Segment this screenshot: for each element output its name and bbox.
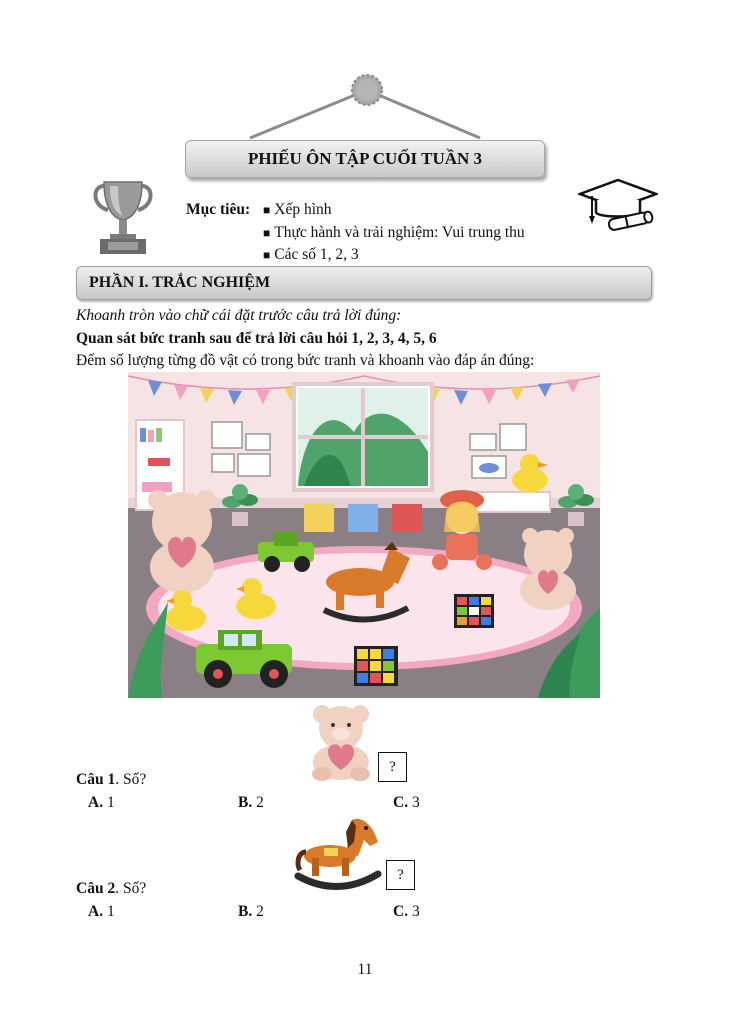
option-letter: B. (238, 903, 253, 920)
option-letter: A. (88, 794, 104, 811)
rubik-cube-icon (454, 594, 494, 628)
worksheet-title: PHIẾU ÔN TẬP CUỐI TUẦN 3 (185, 140, 545, 178)
option-letter: A. (88, 903, 104, 920)
objective-item (263, 200, 332, 220)
option-a[interactable] (88, 793, 115, 813)
section-heading: PHẦN I. TRẮC NGHIỆM (76, 266, 652, 300)
option-letter: B. (238, 794, 253, 811)
objective-item (263, 223, 525, 243)
toy-room-illustration (128, 372, 600, 698)
objective-text: Thực hành và trải nghiệm: Vui trung thu (274, 224, 525, 241)
option-b[interactable] (238, 793, 264, 813)
option-value: 2 (256, 794, 264, 811)
question-2 (76, 879, 146, 899)
question-label: Câu 1 (76, 771, 116, 788)
option-a[interactable] (88, 902, 115, 922)
option-c[interactable] (393, 793, 420, 813)
option-value: 2 (256, 903, 264, 920)
teddy-bear-icon (306, 700, 376, 782)
instruction-line: Quan sát bức tranh sau để trả lời câu hỏi 1, 2, 3, 4, 5, 6 (76, 330, 437, 347)
trophy-icon (90, 180, 156, 256)
question-prompt: . Số? (115, 771, 147, 788)
answer-box[interactable]: ? (378, 752, 407, 782)
bullet-square-icon: ■ (263, 226, 271, 240)
answer-box[interactable]: ? (386, 860, 415, 890)
objectives-block (186, 200, 250, 220)
objective-item (263, 245, 359, 265)
rubik-cube-icon (354, 646, 398, 686)
option-value: 1 (106, 794, 115, 811)
question-label: Câu 2 (76, 880, 116, 897)
instruction-line: Khoanh tròn vào chữ cái đặt trước câu trả lời đúng: (76, 307, 402, 324)
option-letter: C. (393, 794, 409, 811)
option-value: 3 (411, 794, 420, 811)
question-1 (76, 770, 146, 790)
rocking-horse-icon (294, 812, 384, 894)
objective-text: Các số 1, 2, 3 (274, 246, 359, 263)
instruction-line: Đếm số lượng từng đồ vật có trong bức tranh và khoanh vào đáp án đúng: (76, 352, 535, 369)
bullet-square-icon: ■ (263, 248, 271, 262)
bullet-square-icon: ■ (263, 203, 271, 217)
page-number: 11 (357, 961, 373, 978)
option-b[interactable] (238, 902, 264, 922)
graduation-cap-icon (578, 178, 658, 236)
objectives-label: Mục tiêu: (186, 201, 251, 218)
option-letter: C. (393, 903, 409, 920)
option-value: 1 (106, 903, 115, 920)
question-prompt: . Số? (115, 880, 147, 897)
objective-text: Xếp hình (274, 201, 332, 218)
option-c[interactable] (393, 902, 420, 922)
option-value: 3 (411, 903, 420, 920)
hanging-sign-decoration (240, 70, 490, 145)
